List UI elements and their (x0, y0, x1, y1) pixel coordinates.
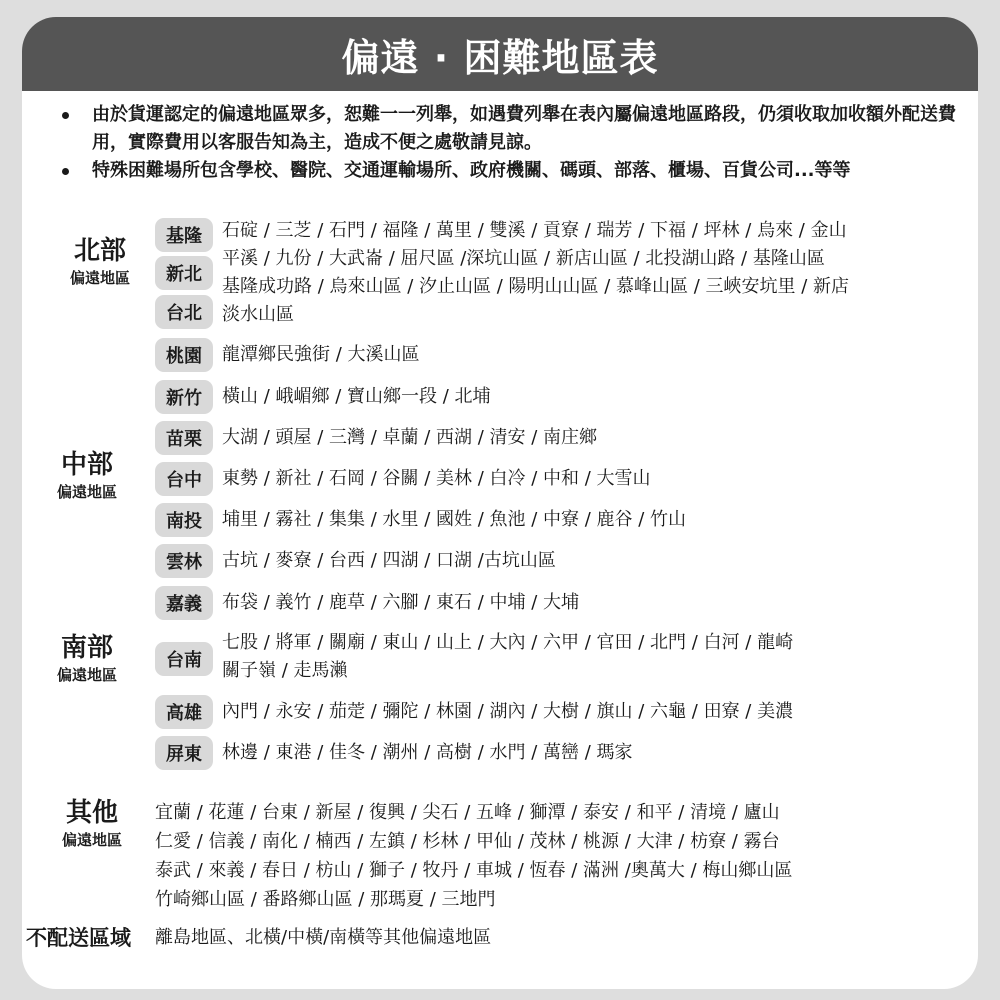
city-tag: 南投 (155, 503, 213, 537)
page-title: 偏遠 · 困難地區表 (341, 35, 659, 80)
city-tag: 雲林 (155, 544, 213, 578)
region-name: 北部 (73, 236, 126, 266)
header (22, 17, 978, 91)
city-tag: 台南 (155, 642, 213, 676)
region-south (27, 632, 147, 686)
area-list (222, 629, 793, 685)
region-sub: 偏遠地區 (56, 666, 117, 684)
city-tag: 新北 (155, 256, 213, 290)
region-sub: 偏遠地區 (56, 483, 117, 501)
city-tag: 台北 (155, 295, 213, 329)
city-tag: 桃園 (155, 338, 213, 372)
area-list-north (222, 217, 849, 329)
no-delivery-label: 不配送區域 (26, 926, 131, 950)
region-north (40, 235, 160, 289)
notes (52, 101, 962, 185)
area-list-other (155, 798, 792, 914)
area-list: 橫山 / 峨嵋鄉 / 寶山鄉一段 / 北埔 (222, 386, 491, 407)
area-line: 石碇 / 三芝 / 石門 / 福隆 / 萬里 / 雙溪 / 貢寮 / 瑞芳 / 下福 / 坪林 / 烏來 / 金山 (222, 220, 847, 241)
card (22, 17, 978, 989)
area-line: 淡水山區 (222, 304, 294, 325)
city-tag: 苗栗 (155, 421, 213, 455)
note-item: 由於貨運認定的偏遠地區眾多，恕難一一列舉，如遇費列舉在表內屬偏遠地區路段，仍須收取加收額外配送費用，實際費用以客服告知為主，造成不便之處敬請見諒。 (52, 101, 962, 157)
area-line: 宜蘭 / 花蓮 / 台東 / 新屋 / 復興 / 尖石 / 五峰 / 獅潭 / 泰安 / 和平 / 清境 / 廬山 (155, 802, 780, 823)
region-name: 南部 (60, 633, 113, 663)
area-list: 內門 / 永安 / 茄萣 / 彌陀 / 林園 / 湖內 / 大樹 / 旗山 / 六龜 / 田寮 / 美濃 (222, 701, 794, 722)
city-tag: 嘉義 (155, 586, 213, 620)
city-tag: 屏東 (155, 736, 213, 770)
region-sub: 偏遠地區 (61, 831, 122, 849)
area-list: 林邊 / 東港 / 佳冬 / 潮州 / 高樹 / 水門 / 萬巒 / 瑪家 (222, 742, 633, 763)
area-line: 泰武 / 來義 / 春日 / 枋山 / 獅子 / 牧丹 / 車城 / 恆春 / 滿洲 /奧萬大 / 梅山鄉山區 (155, 860, 793, 881)
city-tag: 基隆 (155, 218, 213, 252)
area-line: 七股 / 將軍 / 關廟 / 東山 / 山上 / 大內 / 六甲 / 官田 / 北門 / 白河 / 龍崎 (222, 632, 794, 653)
area-list: 龍潭鄉民強街 / 大溪山區 (222, 344, 420, 365)
area-line: 仁愛 / 信義 / 南化 / 楠西 / 左鎮 / 杉林 / 甲仙 / 茂林 / 桃源 / 大津 / 枋寮 / 霧台 (155, 831, 780, 852)
region-other (32, 797, 152, 851)
city-tag: 台中 (155, 462, 213, 496)
area-list: 埔里 / 霧社 / 集集 / 水里 / 國姓 / 魚池 / 中寮 / 鹿谷 / 竹山 (222, 509, 687, 530)
area-line: 關子嶺 / 走馬瀨 (222, 660, 348, 681)
note-item: 特殊困難場所包含學校、醫院、交通運輸場所、政府機關、碼頭、部落、櫃場、百貨公司...等等 (52, 157, 962, 185)
area-line: 竹崎鄉山區 / 番路鄉山區 / 那瑪夏 / 三地門 (155, 889, 496, 910)
no-delivery-text: 離島地區、北橫/中橫/南橫等其他偏遠地區 (155, 927, 492, 948)
city-tag: 高雄 (155, 695, 213, 729)
area-list: 布袋 / 義竹 / 鹿草 / 六腳 / 東石 / 中埔 / 大埔 (222, 592, 580, 613)
region-central (27, 449, 147, 503)
region-name: 中部 (60, 450, 113, 480)
city-tag: 新竹 (155, 380, 213, 414)
area-list: 大湖 / 頭屋 / 三灣 / 卓蘭 / 西湖 / 清安 / 南庄鄉 (222, 427, 598, 448)
area-line: 平溪 / 九份 / 大武崙 / 屈尺區 /深坑山區 / 新店山區 / 北投湖山路 / 基隆山區 (222, 248, 825, 269)
area-line: 基隆成功路 / 烏來山區 / 汐止山區 / 陽明山山區 / 慕峰山區 / 三峽安坑里 / 新店 (222, 276, 850, 297)
region-name: 其他 (65, 798, 118, 828)
area-list: 東勢 / 新社 / 石岡 / 谷關 / 美林 / 白冷 / 中和 / 大雪山 (222, 468, 651, 489)
area-list: 古坑 / 麥寮 / 台西 / 四湖 / 口湖 /古坑山區 (222, 550, 556, 571)
region-sub: 偏遠地區 (69, 269, 130, 287)
